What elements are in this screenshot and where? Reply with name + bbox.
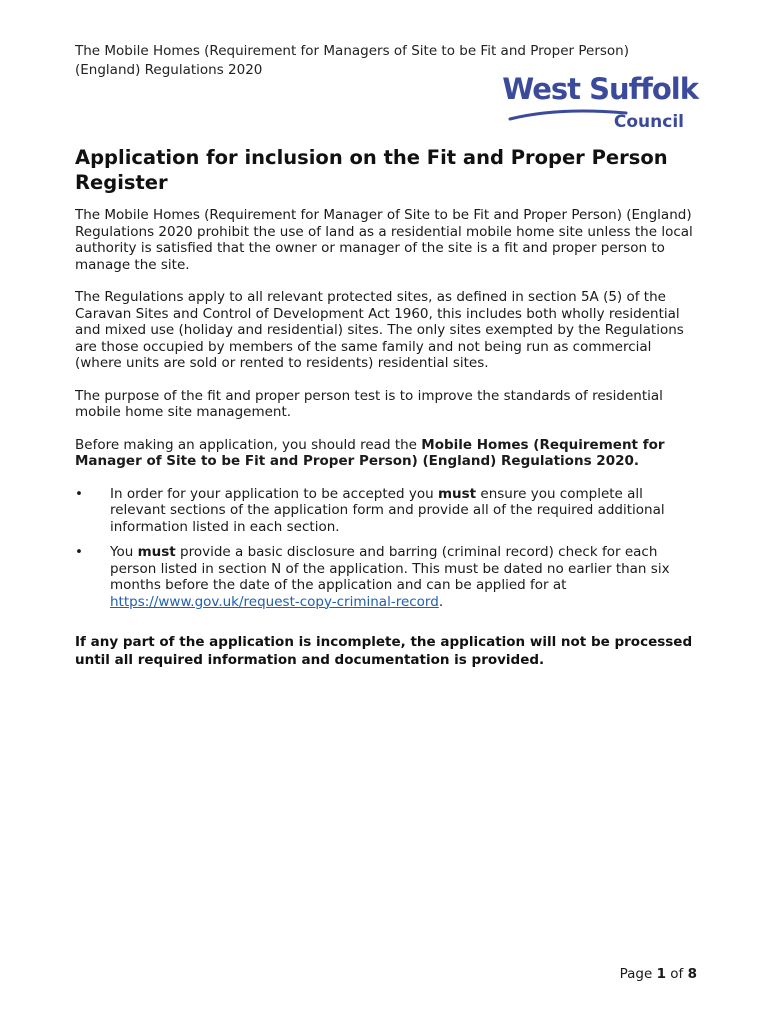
emphasis-must: must (437, 485, 477, 502)
logo-sub-text: Council (613, 112, 684, 132)
page-label: Page (619, 966, 657, 982)
list-item-text: You (110, 544, 138, 560)
emphasis-must: must (137, 544, 176, 560)
list-item (75, 486, 700, 536)
west-suffolk-council-logo (498, 72, 698, 134)
current-page: 1 (656, 966, 666, 982)
list-item-text: ensure you complete all relevant sections of the application form and provide all of the required additional information listed in each section. (110, 485, 665, 535)
page-number (620, 966, 697, 982)
list-item-text: . (438, 593, 444, 610)
purpose-paragraph: The purpose of the fit and proper person test is to improve the standards of residential mobile home site management. (75, 387, 663, 420)
criminal-record-link[interactable]: https://www.gov.uk/request-copy-criminal-record (110, 593, 439, 610)
logo-swoosh-icon (508, 109, 628, 123)
before-applying-lead: Before making an application, you should read the (75, 436, 422, 453)
logo-main-text: West Suffolk (502, 72, 698, 106)
of-label: of (665, 966, 688, 982)
requirements-list (75, 486, 700, 611)
incomplete-application-warning: If any part of the application is incomplete, the application will not be processed until all required information and documentation is provided. (75, 634, 693, 668)
list-item (75, 544, 700, 610)
regulation-header: The Mobile Homes (Requirement for Managers of Site to be Fit and Proper Person) (England) Regulations 2020 (75, 43, 629, 78)
before-applying-paragraph (75, 437, 700, 470)
page-title: Application for inclusion on the Fit and Proper Person Register (75, 146, 668, 194)
bullet-icon: • (75, 544, 83, 560)
bullet-icon: • (75, 485, 83, 502)
regulations-reference: Mobile Homes (Requirement for Manager of Site to be Fit and Proper Person) (England) Regulations 2020. (75, 436, 665, 469)
scope-paragraph: The Regulations apply to all relevant protected sites, as defined in section 5A (5) of the Caravan Sites and Control of Development Act 1960, this includes both wholly residential and mixed use (holiday and residential) sites. The only sites exempted by the Regulations are those occupied by members of the same family and not being run as commercial (where units are sold or rented to residents) residential sites. (75, 289, 684, 371)
intro-paragraph: The Mobile Homes (Requirement for Manager of Site to be Fit and Proper Person) (England) Regulations 2020 prohibit the use of land as a residential mobile home site unless the local authority is satisfied that the owner or manager of the site is a fit and proper person to manage the site. (75, 207, 693, 273)
list-item-text: In order for your application to be accepted you (110, 485, 438, 502)
total-pages: 8 (687, 966, 697, 982)
document-body (75, 207, 700, 619)
list-item-text: provide a basic disclosure and barring (criminal record) check for each person listed in section N of the application. This must be dated no earlier than six months before the date of the application and can be applied for at (110, 544, 670, 593)
